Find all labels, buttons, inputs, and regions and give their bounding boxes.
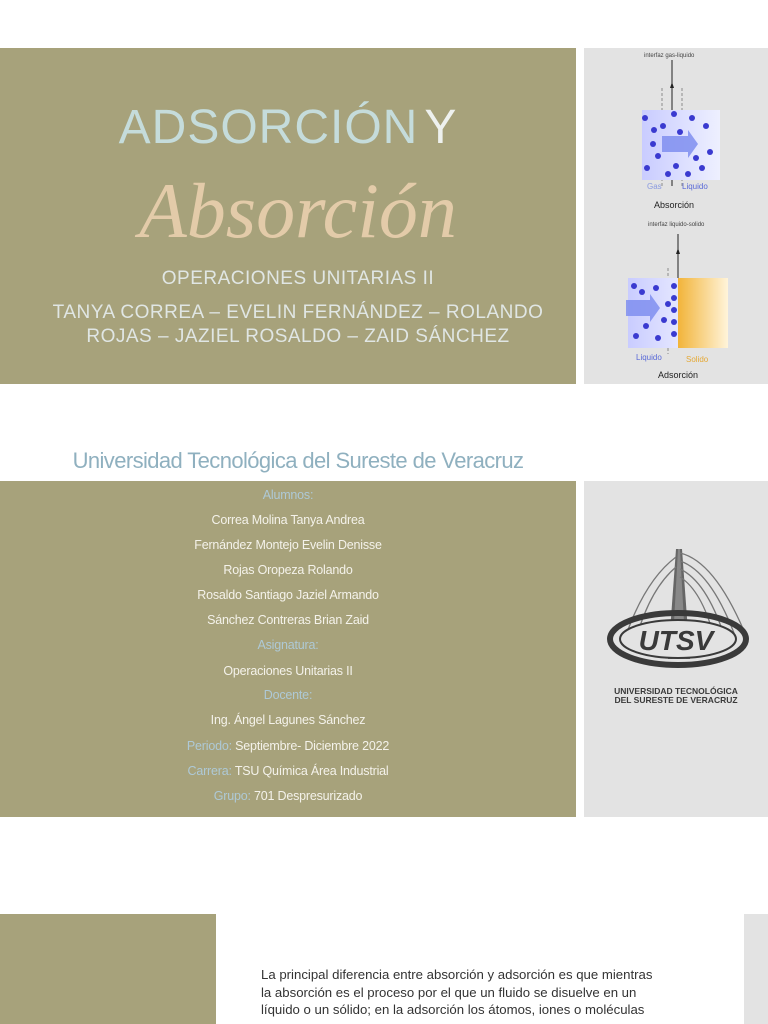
carrera-value: TSU Química Área Industrial [234, 764, 389, 778]
asignatura-label: Asignatura: [257, 638, 319, 652]
title-adsorcion-word: ADSORCIÓN [118, 101, 419, 154]
liquid-phase-label: Liquido [682, 182, 708, 191]
student-name: Rojas Oropeza Rolando [223, 563, 353, 577]
absorption-diagram [584, 48, 768, 208]
carrera-label: Carrera: [187, 764, 232, 778]
grupo-row [0, 789, 576, 803]
carrera-row [0, 764, 576, 778]
diagram-panel [584, 48, 768, 384]
paragraph-line: líquido o un sólido; en la adsorción los átomos, iones o moléculas [261, 1002, 645, 1017]
alumnos-label: Alumnos: [262, 488, 314, 502]
logo-panel [584, 481, 768, 817]
adsorption-caption: Adsorción [658, 370, 699, 380]
slide3-side-panel [744, 914, 768, 1024]
student-name: Fernández Montejo Evelin Denisse [194, 538, 382, 552]
credits-panel [0, 481, 576, 817]
intro-paragraph [248, 966, 718, 1019]
paragraph-line: La principal diferencia entre absorción y adsorción es que mientras [261, 967, 653, 982]
authors-line-1: TANYA CORREA – EVELIN FERNÁNDEZ – ROLANDO [52, 302, 544, 323]
grupo-label: Grupo: [213, 789, 251, 803]
solid-phase-label: Solido [686, 355, 709, 364]
student-name: Rosaldo Santiago Jaziel Armando [197, 588, 379, 602]
authors-line-2: ROJAS – JAZIEL ROSALDO – ZAID SÁNCHEZ [86, 326, 510, 347]
utsv-logo-mark: UTSV [638, 625, 714, 656]
title-absorcion-script: Absorción [139, 167, 457, 254]
gas-phase-label: Gas [647, 182, 662, 191]
student-name: Correa Molina Tanya Andrea [211, 513, 365, 527]
liquid-solid-interface-label: interfaz liquido-solido [648, 222, 705, 228]
docente-value: Ing. Ángel Lagunes Sánchez [210, 713, 366, 727]
paragraph-line: la absorción es el proceso por el que un fluido se disuelve en un [261, 984, 637, 1000]
gas-liquid-interface-label: interfaz gas-liquido [644, 53, 695, 59]
periodo-row [0, 739, 576, 753]
grupo-value: 701 Despresurizado [254, 789, 363, 803]
title-slide-panel [0, 48, 576, 384]
utsv-logo [584, 481, 768, 681]
logo-line-2: DEL SURESTE DE VERACRUZ [614, 695, 738, 705]
title-y: Y [424, 101, 458, 154]
periodo-label: Periodo: [186, 739, 232, 753]
title-adsorcion [0, 100, 576, 155]
absorption-caption: Absorción [654, 200, 695, 210]
periodo-value: Septiembre- Diciembre 2022 [235, 739, 390, 753]
slide3-panel [0, 914, 216, 1024]
university-title: Universidad Tecnológica del Sureste de Veracruz [72, 448, 524, 473]
course-subtitle: OPERACIONES UNITARIAS II [161, 268, 435, 289]
liquid-phase-label-2: Liquido [636, 353, 662, 362]
docente-label: Docente: [263, 688, 313, 702]
logo-line-1: UNIVERSIDAD TECNOLÓGICA [614, 686, 738, 696]
asignatura-value: Operaciones Unitarias II [223, 664, 353, 678]
adsorption-diagram [584, 208, 768, 384]
student-name: Sánchez Contreras Brian Zaid [207, 613, 369, 627]
